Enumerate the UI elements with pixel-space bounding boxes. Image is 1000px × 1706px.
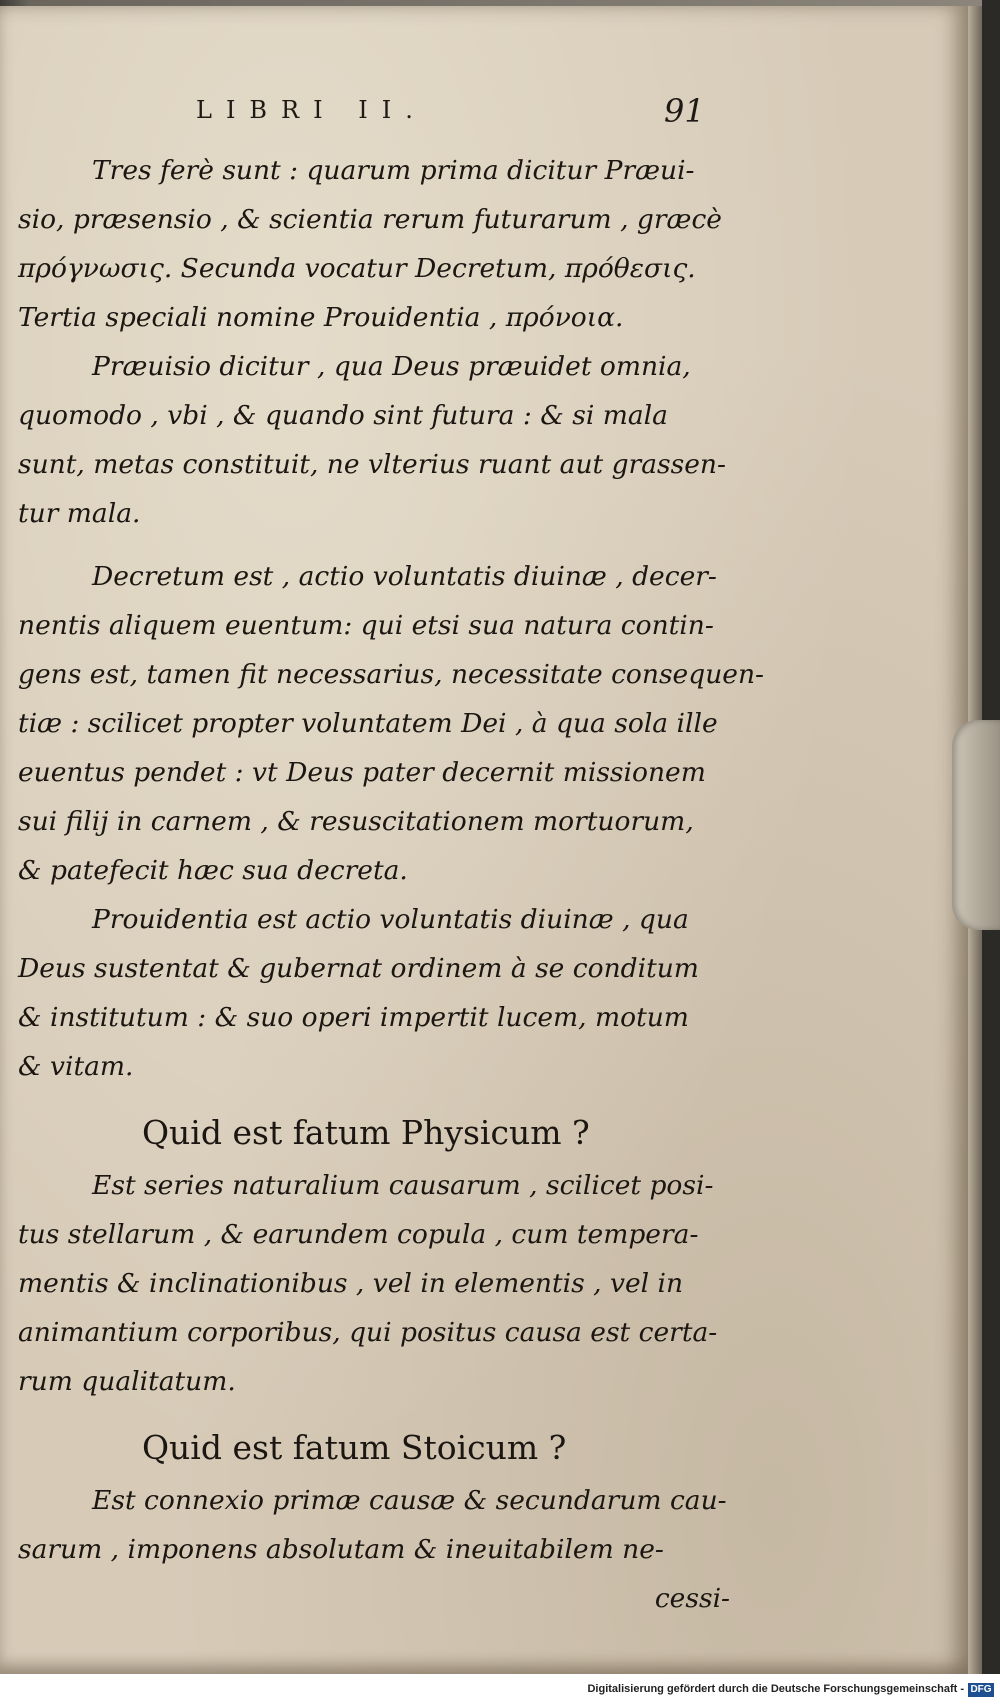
text-line: tiæ : scilicet propter voluntatem Dei , à qua sola ille <box>18 708 718 739</box>
text-line: πρόγνωσις. Secunda vocatur Decretum, πρόθεσις. <box>18 253 696 284</box>
text-line: Decretum est , actio voluntatis diuinæ , decer- <box>92 561 717 592</box>
catchword: cessi- <box>654 1583 730 1614</box>
dfg-logo: DFG <box>968 1683 994 1697</box>
text-line: euentus pendet : vt Deus pater decernit missionem <box>18 757 706 788</box>
text-line: Est connexio primæ causæ & secundarum cau- <box>92 1485 727 1516</box>
text-line: quomodo , vbi , & quando sint futura : & si mala <box>18 400 668 431</box>
section-heading: Quid est fatum Stoicum ? <box>142 1428 567 1467</box>
text-line: Prouidentia est actio voluntatis diuinæ , qua <box>92 904 689 935</box>
text-line: sunt, metas constituit, ne vlterius ruant aut grassen- <box>18 449 726 480</box>
page-number: 91 <box>664 92 705 130</box>
paragraph-3 <box>18 552 764 895</box>
paragraph-1 <box>18 146 730 342</box>
text-line: tus stellarum , & earundem copula , cum tempera- <box>18 1219 699 1250</box>
text-line: sui filij in carnem , & resuscitationem mortuorum, <box>18 806 694 837</box>
thumb-tab <box>952 720 1000 930</box>
text-line: Tertia speciali nomine Prouidentia , πρόνοια. <box>18 302 624 333</box>
text-line: tur mala. <box>18 498 141 529</box>
text-line: sio, præsensio , & scientia rerum futurarum , græcè <box>18 204 722 235</box>
text-line: & vitam. <box>18 1051 134 1082</box>
page-body <box>18 146 764 1623</box>
text-line: Est series naturalium causarum , scilicet posi- <box>92 1170 714 1201</box>
text-line: Tres ferè sunt : quarum prima dicitur Præui- <box>92 155 695 186</box>
section-fatum-physicum <box>18 1105 730 1406</box>
text-line: & institutum : & suo operi impertit lucem, motum <box>18 1002 689 1033</box>
spacer <box>18 1406 730 1420</box>
text-line: rum qualitatum. <box>18 1366 236 1397</box>
text-line: mentis & inclinationibus , vel in elementis , vel in <box>18 1268 684 1299</box>
text-line: gens est, tamen fit necessarius, necessitate consequen- <box>18 659 764 690</box>
text-line: sarum , imponens absolutam & ineuitabilem ne- <box>18 1534 664 1565</box>
paragraph-2 <box>18 342 730 538</box>
running-title: LIBRI II. <box>196 96 427 124</box>
spacer <box>18 1091 730 1105</box>
text-line: Præuisio dicitur , qua Deus præuidet omnia, <box>92 351 691 382</box>
text-line: nentis aliquem euentum: qui etsi sua natura contin- <box>18 610 714 641</box>
spacer <box>18 538 730 552</box>
paragraph-4 <box>18 895 730 1091</box>
text-line: animantium corporibus, qui positus causa est certa- <box>18 1317 718 1348</box>
section-fatum-stoicum <box>18 1420 730 1623</box>
section-heading: Quid est fatum Physicum ? <box>142 1113 590 1152</box>
text-line: Deus sustentat & gubernat ordinem à se conditum <box>18 953 699 984</box>
text-line: & patefecit hæc sua decreta. <box>18 855 408 886</box>
funding-credit: Digitalisierung gefördert durch die Deutsche Forschungsgemeinschaft - <box>587 1683 964 1695</box>
